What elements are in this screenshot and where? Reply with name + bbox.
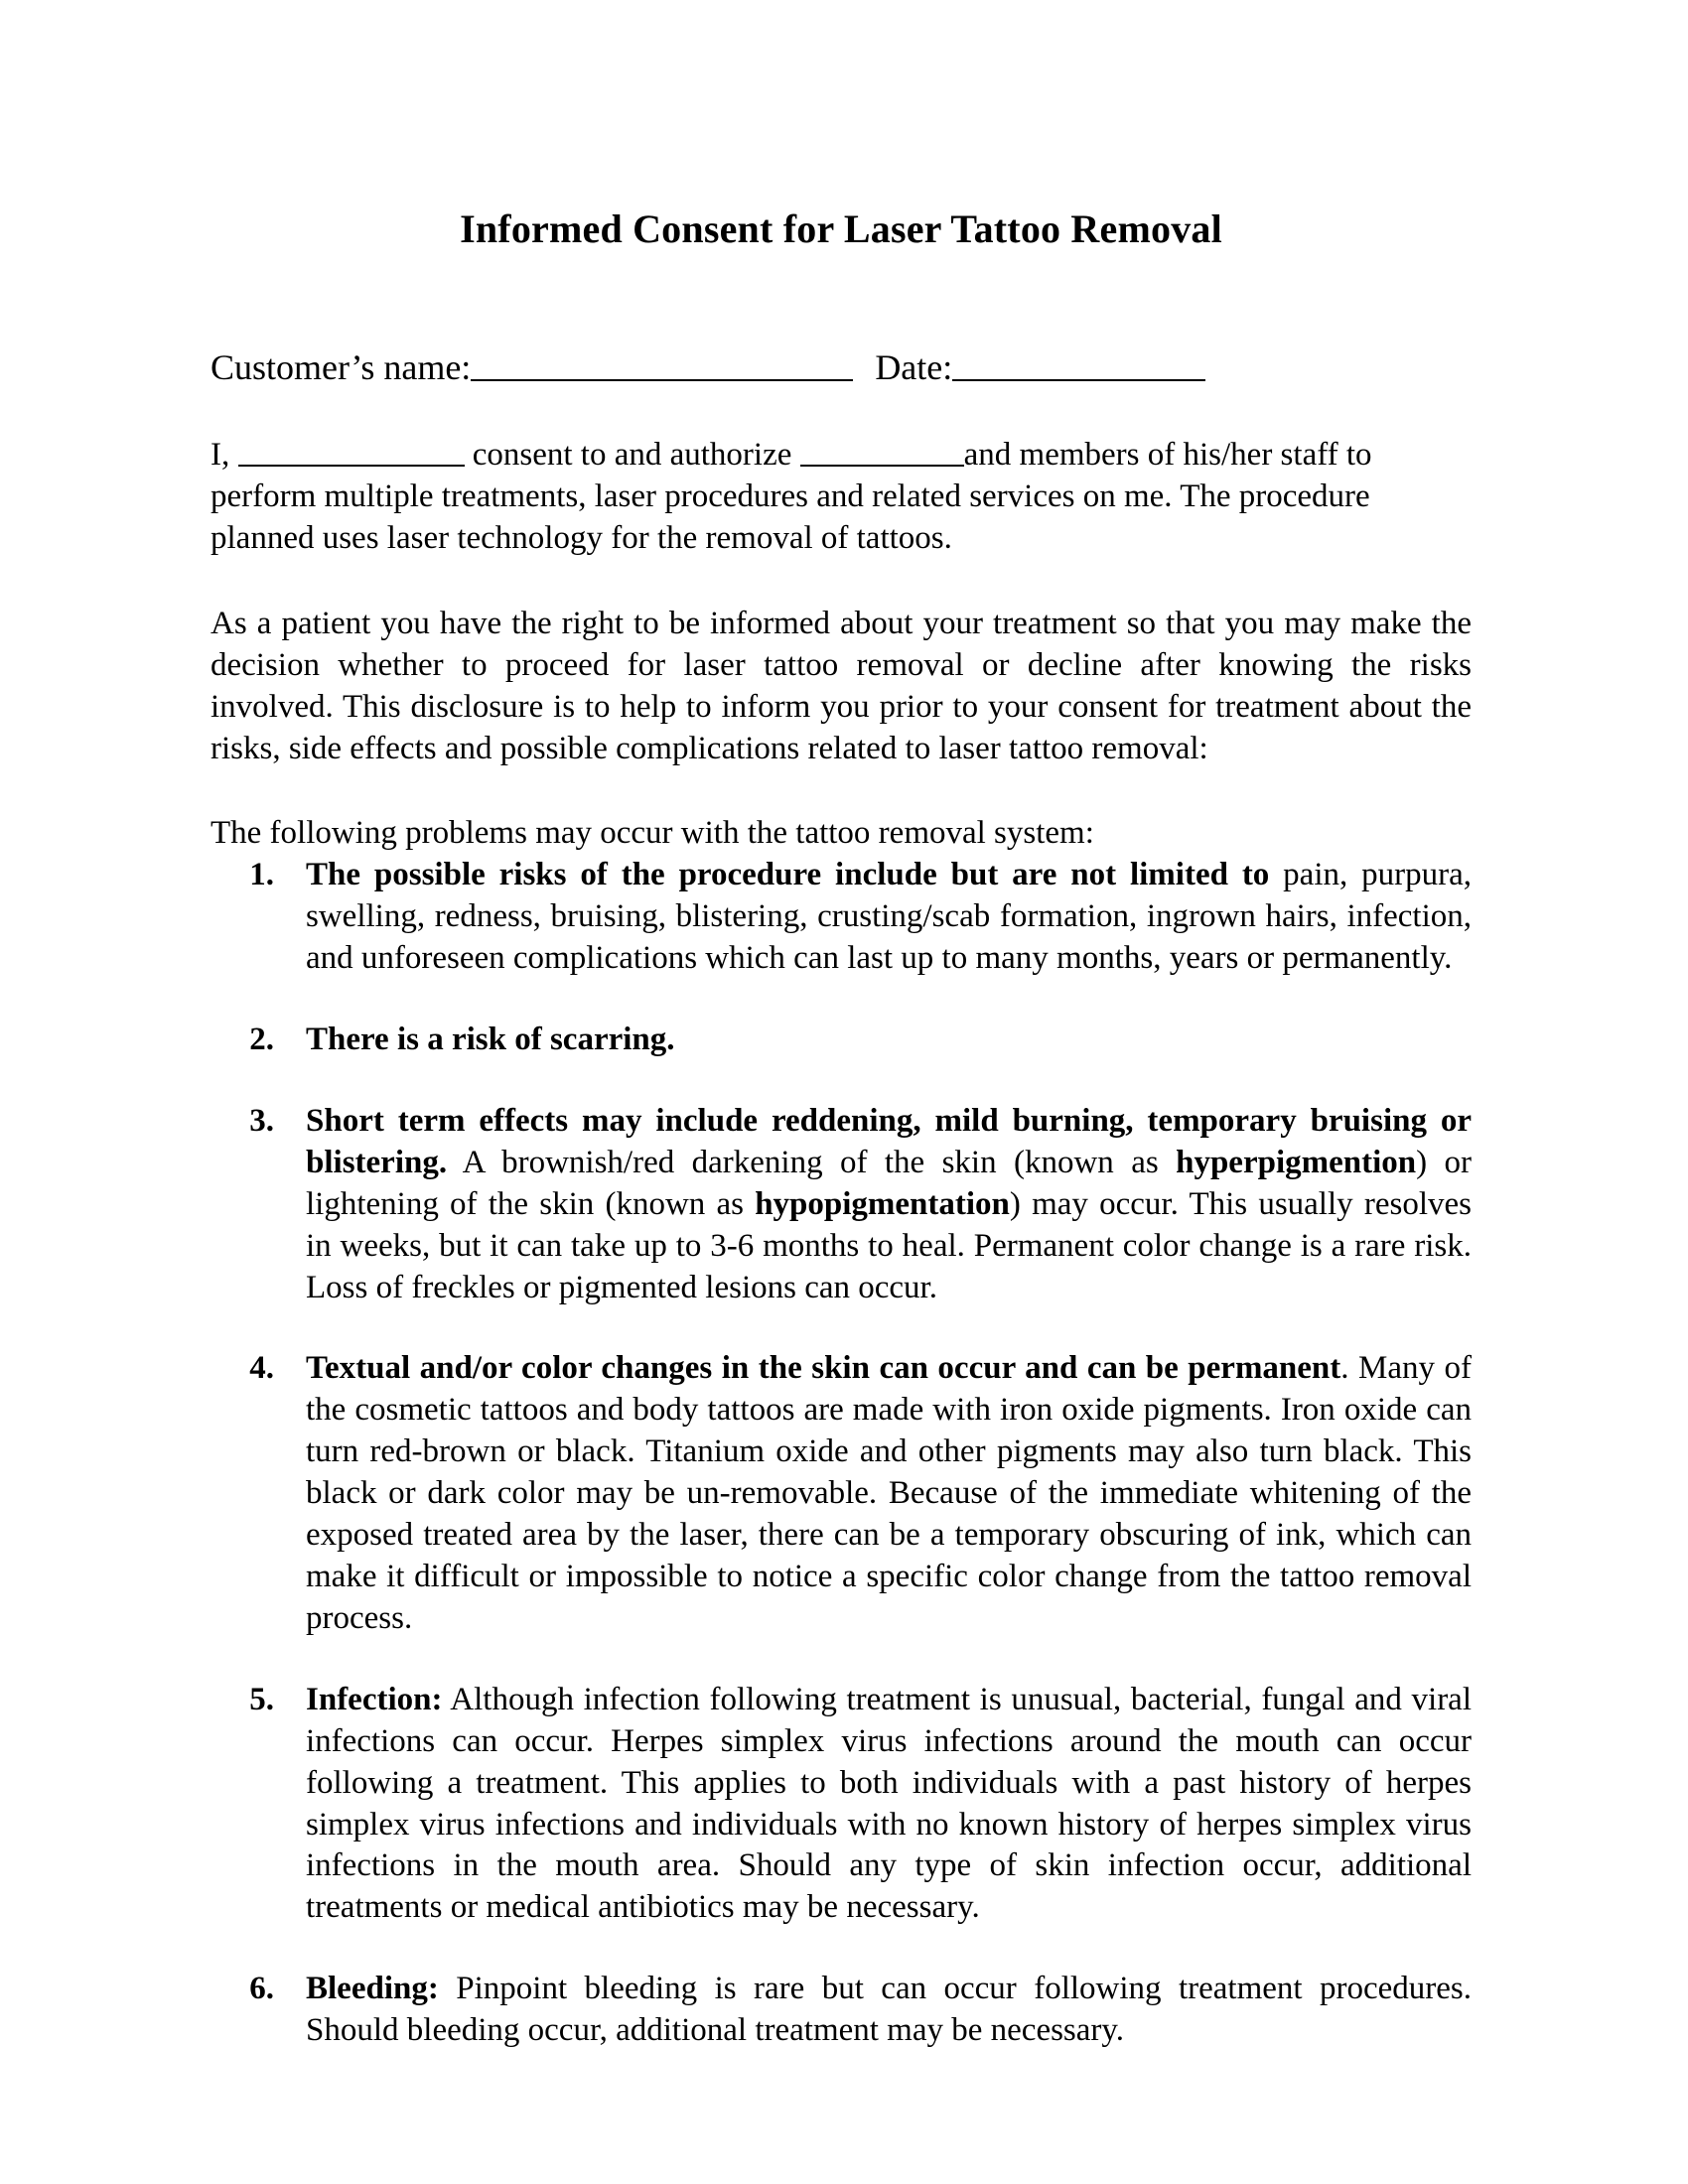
- risk-item-2: [211, 1020, 1472, 1061]
- risk-item-bold-lead: Infection:: [306, 1681, 443, 1717]
- document-content: [211, 0, 1472, 2052]
- authorization-paragraph: [211, 432, 1472, 560]
- risk-item-bold-lead: There is a risk of scarring.: [306, 1022, 675, 1058]
- authorization-lead-in: I,: [211, 437, 230, 474]
- risk-item-bold-lead: Bleeding:: [306, 1971, 439, 2007]
- customer-name-date-row: [211, 343, 1472, 390]
- risks-list: [211, 855, 1472, 2052]
- risk-item-body: Pinpoint bleeding is rare but can occur following treatment procedures. Should bleeding occur, additional treatment may be necessary.: [306, 1971, 1472, 2049]
- risk-item-term-hypopigmentation: hypopigmentation: [755, 1185, 1010, 1222]
- risk-item-body: pain, purpura, swelling, redness, bruising, blistering, crusting/scab formation, ingrown hairs, infection, and unforeseen complications which can last up to many months, years or permanently.: [306, 857, 1472, 977]
- page-title: Informed Consent for Laser Tattoo Removal: [460, 206, 1222, 251]
- date-input[interactable]: [952, 343, 1205, 381]
- customer-name-input[interactable]: [471, 343, 853, 381]
- risk-item-number: 3.: [249, 1102, 274, 1139]
- risk-item-bold-lead: Short term effects may include reddening, mild burning, temporary bruising or blistering.: [306, 1102, 1472, 1180]
- risk-item-number: 2.: [249, 1022, 274, 1058]
- provider-name-input[interactable]: [800, 432, 964, 467]
- date-label: Date:: [875, 347, 953, 387]
- risk-item-number: 1.: [249, 857, 274, 893]
- risk-item-number: 6.: [249, 1971, 274, 2007]
- risk-item-3: [211, 1101, 1472, 1309]
- risk-item-body: Although infection following treatment is unusual, bacterial, fungal and viral infections can occur. Herpes simplex virus infections around the mouth can occur following a treatment. This applies to both individuals with a past history of herpes simplex virus infections and individuals with no known history of herpes simplex virus infections in the mouth area. Should any type of skin infection occur, additional treatments or medical antibiotics may be necessary.: [306, 1681, 1472, 1926]
- risk-item-bold-lead: Textual and/or color changes in the skin can occur and can be permanent: [306, 1350, 1341, 1387]
- risk-item-number: 5.: [249, 1681, 274, 1717]
- risk-item-number: 4.: [249, 1350, 274, 1387]
- spacer: [211, 390, 1472, 432]
- customer-name-label: Customer’s name:: [211, 347, 472, 387]
- list-intro-paragraph: The following problems may occur with the tattoo removal system:: [211, 815, 1094, 852]
- patient-rights-paragraph: As a patient you have the right to be informed about your treatment so that you may make the decision whether to proceed for laser tattoo removal or decline after knowing the risks involved. This disclosure is to help to inform you prior to your consent for treatment about the risks, side effects and possible complications related to laser tattoo removal:: [211, 605, 1472, 766]
- risk-item-1: [211, 855, 1472, 980]
- spacer: [211, 769, 1472, 813]
- risk-item-term-hyperpigmentation: hyperpigmention: [1176, 1144, 1417, 1180]
- risk-item-bold-lead: The possible risks of the procedure include but are not limited to: [306, 857, 1270, 893]
- patient-name-input[interactable]: [238, 432, 465, 467]
- risk-item-body-part-1: A brownish/red darkening of the skin (known as: [447, 1144, 1177, 1180]
- risk-item-body-part-2: ) or lightening of the skin (known as: [306, 1144, 1473, 1222]
- authorization-mid-text: consent to and authorize: [472, 437, 792, 474]
- risk-item-4: [211, 1348, 1472, 1639]
- risk-item-body: . Many of the cosmetic tattoos and body tattoos are made with iron oxide pigments. Iron oxide can turn red-brown or black. Titanium oxide and other pigments may also turn black. This black or dark color may be un-removable. Because of the immediate whitening of the exposed treated area by the laser, there can be a temporary obscuring of ink, which can make it difficult or impossible to notice a specific color change from the tattoo removal process.: [306, 1350, 1472, 1636]
- authorization-tail-text: and members of his/her staff to perform multiple treatments, laser procedures and related services on me. The procedure planned uses laser technology for the removal of tattoos.: [211, 437, 1372, 556]
- risk-item-6: [211, 1969, 1472, 2052]
- risk-item-body-part-3: ) may occur. This usually resolves in weeks, but it can take up to 3-6 months to heal. Permanent color change is a rare risk. Loss of freckles or pigmented lesions can occur.: [306, 1185, 1472, 1305]
- risk-item-5: [211, 1680, 1472, 1929]
- spacer: [211, 560, 1472, 604]
